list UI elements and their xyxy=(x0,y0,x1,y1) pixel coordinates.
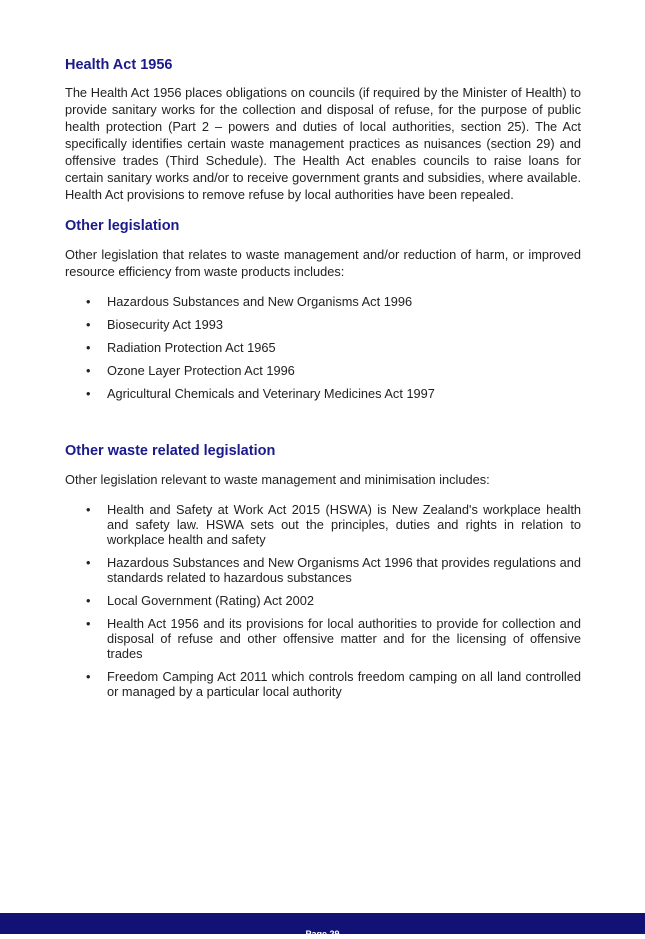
list-item xyxy=(65,669,581,699)
list-item-text: Health and Safety at Work Act 2015 (HSWA) is New Zealand's workplace health and safety law. HSWA sets out the principles, duties and rights in relation to workplace health and safety xyxy=(107,502,581,547)
bullet-icon: • xyxy=(86,294,91,309)
page-content xyxy=(65,56,581,699)
heading-health-act: Health Act 1956 xyxy=(65,57,173,73)
list-item xyxy=(65,555,581,585)
bullet-icon: • xyxy=(86,317,91,332)
list-item-text: Radiation Protection Act 1965 xyxy=(107,340,276,355)
bullet-icon: • xyxy=(86,363,91,378)
list-item-text: Hazardous Substances and New Organisms Act 1996 xyxy=(107,294,413,309)
bullet-icon: • xyxy=(86,386,91,401)
list-item-text: Health Act 1956 and its provisions for local authorities to provide for collection and disposal of refuse and other offensive matter and for the licensing of offensive trades xyxy=(107,616,581,661)
paragraph-health-act: The Health Act 1956 places obligations on councils (if required by the Minister of Health) to provide sanitary works for the collection and disposal of refuse, for the purpose of public health protection (Part 2 – powers and duties of local authorities, section 25). The Act specifically identifies certain waste management practices as nuisances (section 29) and offensive trades (Third Schedule). The Health Act enables councils to raise loans for certain sanitary works and/or to receive government grants and subsidies, where available. Health Act provisions to remove refuse by local authorities have been repealed. xyxy=(65,85,581,202)
paragraph-other-legislation: Other legislation that relates to waste management and/or reduction of harm, or improved resource efficiency from waste products includes: xyxy=(65,247,581,279)
list-item xyxy=(65,616,581,661)
list-item-text: Local Government (Rating) Act 2002 xyxy=(107,593,314,608)
list-item-text: Agricultural Chemicals and Veterinary Medicines Act 1997 xyxy=(107,386,435,401)
bullet-icon: • xyxy=(86,593,91,608)
page-number: Page 29 xyxy=(305,929,340,939)
list-item-text: Biosecurity Act 1993 xyxy=(107,317,223,332)
bullet-icon: • xyxy=(86,502,91,517)
list-item xyxy=(65,593,581,608)
list-item-text: Hazardous Substances and New Organisms Act 1996 that provides regulations and standards related to hazardous substances xyxy=(107,555,581,585)
list-item xyxy=(65,294,581,309)
list-item-text: Ozone Layer Protection Act 1996 xyxy=(107,363,295,378)
bullet-icon: • xyxy=(86,669,91,684)
list-item xyxy=(65,340,581,355)
list-item xyxy=(65,363,581,378)
list-item-text: Freedom Camping Act 2011 which controls freedom camping on all land controlled or managed by a particular local authority xyxy=(107,669,581,699)
paragraph-other-waste-legislation: Other legislation relevant to waste management and minimisation includes: xyxy=(65,472,490,487)
bullet-icon: • xyxy=(86,555,91,570)
bullet-icon: • xyxy=(86,340,91,355)
list-item xyxy=(65,502,581,547)
bullet-icon: • xyxy=(86,616,91,631)
list-other-legislation xyxy=(65,294,581,401)
list-other-waste-legislation xyxy=(65,502,581,699)
list-item xyxy=(65,386,581,401)
footer-bar xyxy=(0,913,645,939)
heading-other-legislation: Other legislation xyxy=(65,218,180,234)
list-item xyxy=(65,317,581,332)
heading-other-waste-legislation: Other waste related legislation xyxy=(65,443,276,459)
